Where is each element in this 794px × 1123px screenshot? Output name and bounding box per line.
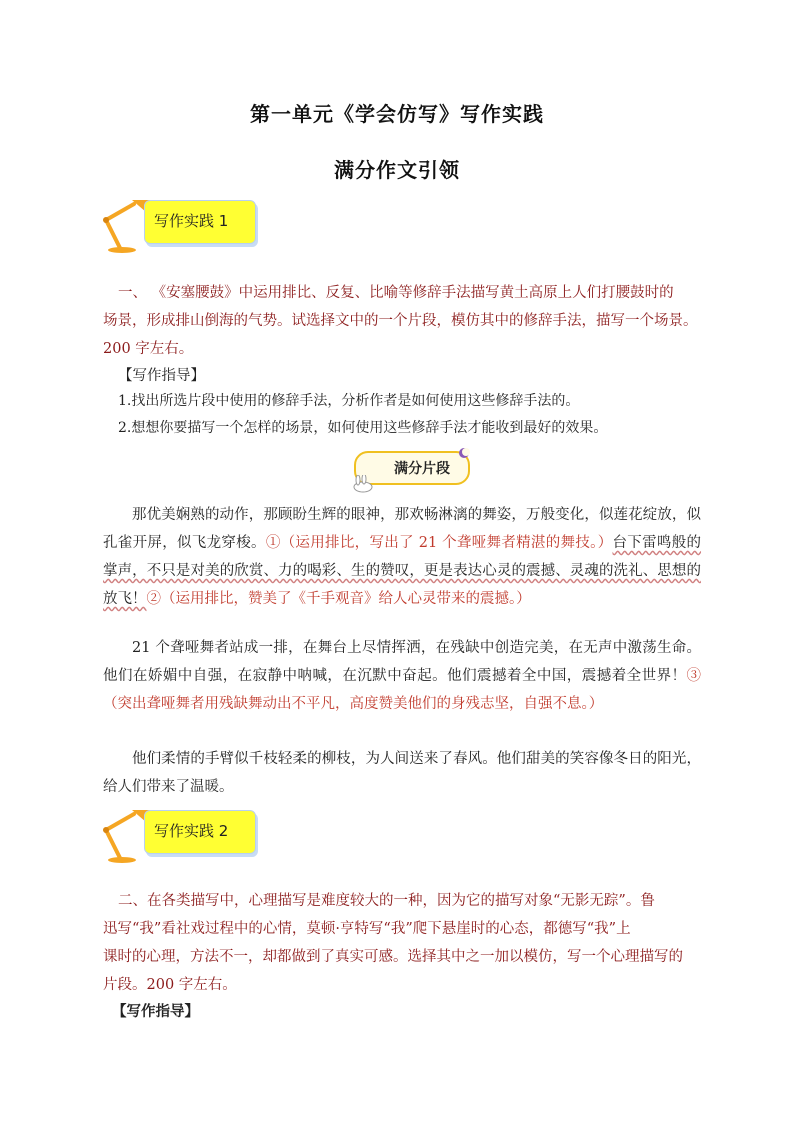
section-banner-1-label: 写作实践 1 [154, 212, 229, 230]
moon-icon [458, 447, 470, 459]
sample-paragraph-2-text: 21 个聋哑舞者站成一排，在舞台上尽情挥洒，在残缺中创造完美，在无声中激荡生命。他们在娇媚中自强，在寂静中呐喊，在沉默中奋起。他们震撼着全中国，震撼着全世界！ [103, 640, 701, 684]
guide-item-2: 2.想想你要描写一个怎样的场景，如何使用这些修辞手法才能收到最好的效果。 [118, 420, 608, 436]
task2-line-2: 迅写“我”看社戏过程中的心情，莫顿·亨特写“我”爬下悬崖时的心态，都德写“我”上 [103, 921, 631, 937]
section-banner-2-label: 写作实践 2 [154, 822, 229, 840]
section-banner-1 [100, 198, 260, 248]
page-title: 第一单元《学会仿写》写作实践 [250, 102, 544, 126]
guide-title-2: 【写作指导】 [112, 1003, 199, 1020]
sample-paragraph-1-text-b: 台下雷鸣般的掌声，不只是对美的欣赏、力的喝彩、生的赞叹，更是表达心灵的震撼、灵魂的洗礼、思想的放飞！ [103, 535, 702, 607]
sample-paragraph-3-text: 他们柔情的手臂似千枝轻柔的柳枝，为人间送来了春风。他们甜美的笑容像冬日的阳光，给人们带来了温暖。 [103, 751, 701, 795]
guide-item-1: 1.找出所选片段中使用的修辞手法，分析作者是如何使用这些修辞手法的。 [118, 393, 580, 409]
full-mark-badge [354, 449, 474, 491]
rabbit-icon [350, 475, 376, 493]
task-line-3: 200 字左右。 [103, 341, 194, 357]
task2-line-4: 片段。200 字左右。 [103, 977, 237, 993]
full-mark-label: 满分片段 [394, 461, 450, 477]
task-line-1: 一、 《安塞腰鼓》中运用排比、反复、比喻等修辞手法描写黄土高原上人们打腰鼓时的 [118, 285, 674, 301]
guide-title-1: 【写作指导】 [118, 368, 205, 384]
annotation-2: ②（运用排比，赞美了《千手观音》给人心灵带来的震撼。） [146, 591, 531, 607]
task-line-2: 场景，形成排山倒海的气势。试选择文中的一个片段，模仿其中的修辞手法，描写一个场景。 [103, 313, 698, 329]
section-banner-2 [100, 808, 260, 858]
sample-paragraph-3 [103, 745, 701, 801]
task2-line-1: 二、在各类描写中，心理描写是难度较大的一种，因为它的描写对象“无影无踪”。鲁 [118, 893, 655, 909]
sample-paragraph-1 [103, 501, 701, 613]
page-subtitle: 满分作文引领 [334, 158, 460, 182]
annotation-3: ③（突出聋哑舞者用残缺舞动出不平凡，高度赞美他们的身残志坚，自强不息。） [103, 668, 701, 712]
sample-paragraph-2 [103, 634, 701, 718]
sample-paragraph-1-text-a: 那优美娴熟的动作，那顾盼生辉的眼神，那欢畅淋漓的舞姿，万般变化，似莲花绽放，似孔雀开屏，似飞龙穿梭。 [103, 507, 701, 551]
annotation-1: ①（运用排比，写出了 21 个聋哑舞者精湛的舞技。） [265, 535, 613, 551]
task2-line-3: 课时的心理，方法不一，却都做到了真实可感。选择其中之一加以模仿，写一个心理描写的 [103, 949, 683, 965]
